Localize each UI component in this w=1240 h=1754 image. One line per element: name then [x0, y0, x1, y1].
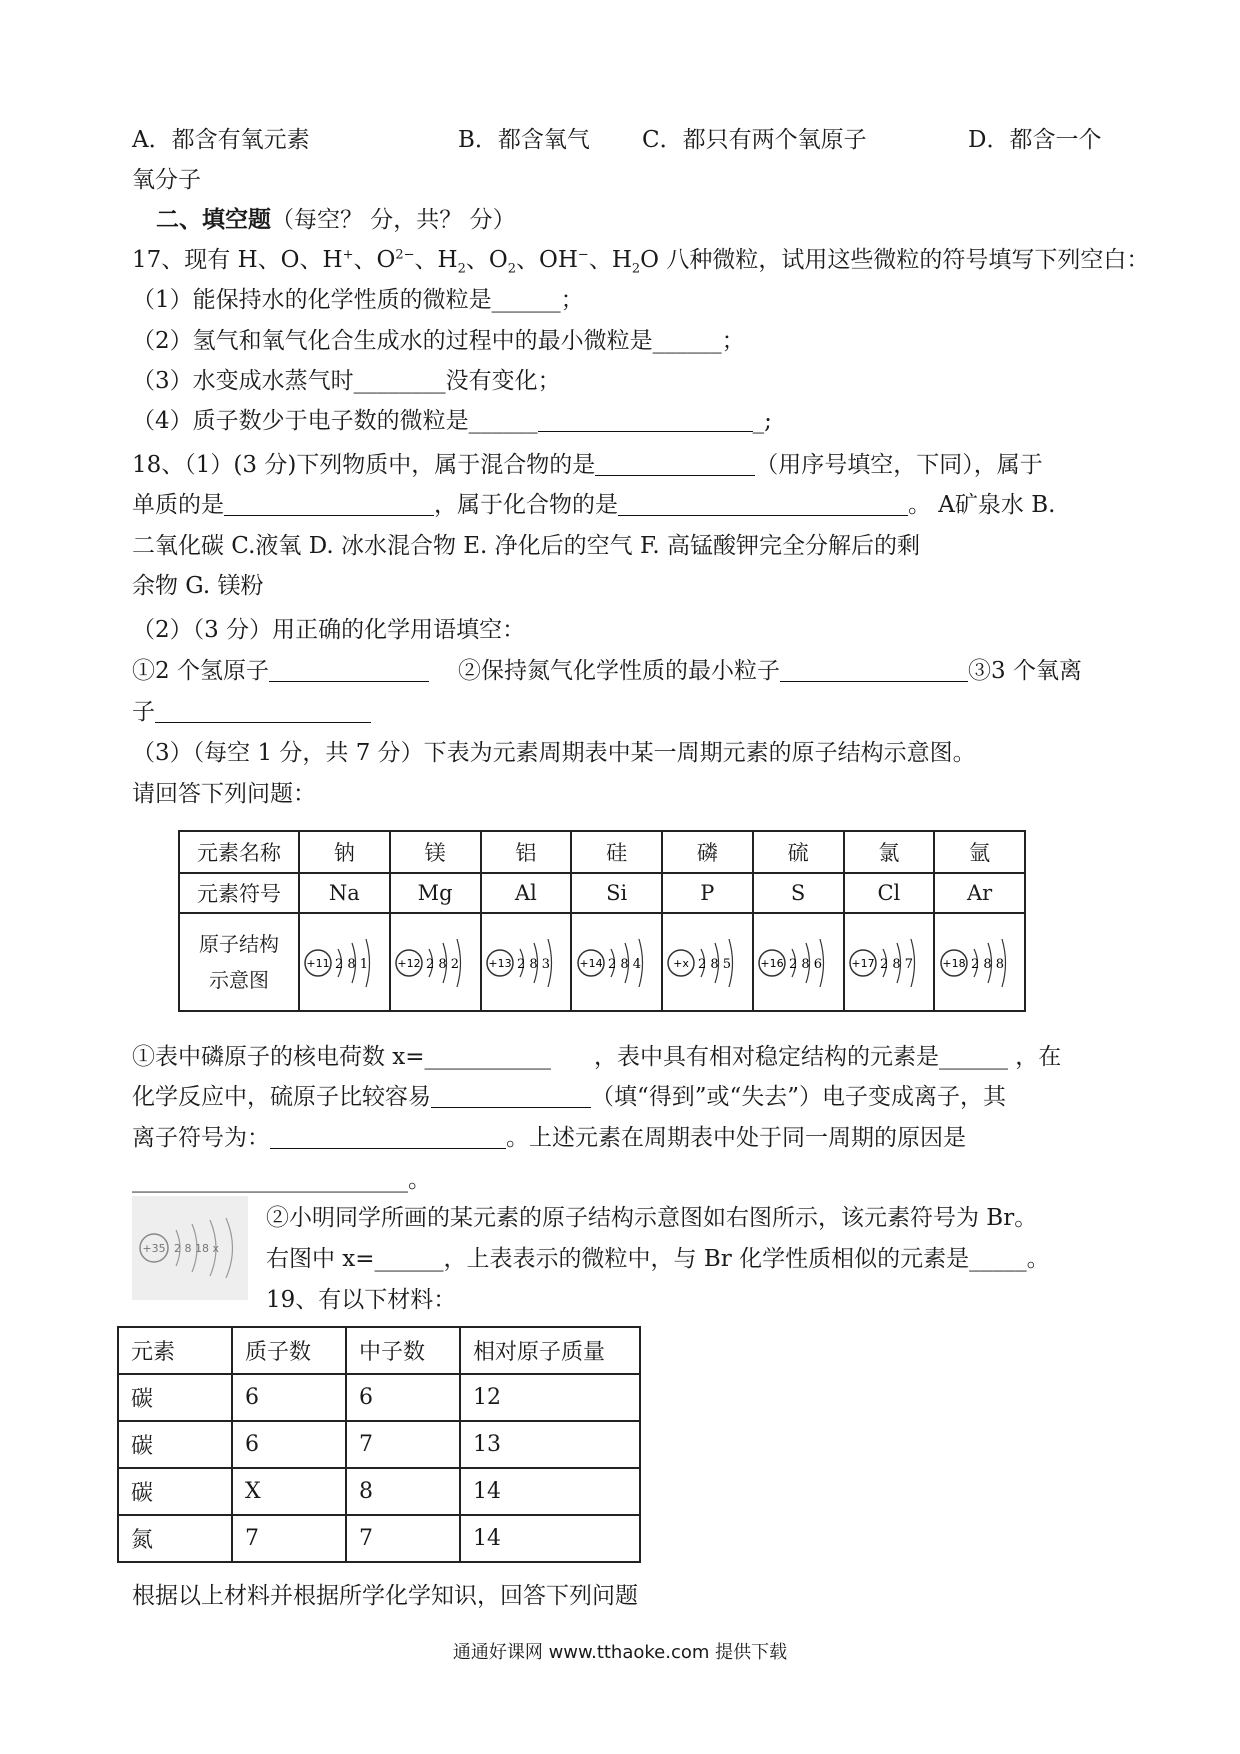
- shell-electrons: 2 8 7: [879, 956, 913, 972]
- element-name: 钠: [299, 831, 390, 873]
- nucleus-charge: +18: [942, 956, 966, 970]
- page-footer: 通通好课网 www.tthaoke.com 提供下载: [452, 1642, 788, 1663]
- option-c: C．都只有两个氧原子: [642, 127, 867, 153]
- element-symbol: Cl: [844, 873, 935, 913]
- q18-3-line4: ________________________。: [132, 1167, 431, 1193]
- answer-blank[interactable]: [431, 1085, 591, 1108]
- q19-title: 19、有以下材料：: [266, 1287, 457, 1313]
- answer-blank[interactable]: [595, 453, 755, 476]
- br-nucleus-label: +35: [142, 1242, 166, 1255]
- answer-blank[interactable]: [538, 409, 753, 432]
- atom-diagram: [299, 913, 390, 1011]
- element-symbol: Al: [481, 873, 572, 913]
- br-line2: 右图中 x=______，上表表示的微粒中，与 Br 化学性质相似的元素是_____。: [266, 1246, 1050, 1272]
- row-label-symbol: 元素符号: [179, 873, 299, 913]
- q17-part4: （4）质子数少于电子数的微粒是______ _;: [132, 408, 772, 434]
- atom-diagram: [571, 913, 662, 1011]
- q16-options-line: [132, 124, 1124, 156]
- atom-diagram: [662, 913, 753, 1011]
- atom-structure-icon: [756, 925, 840, 995]
- atom-diagram: [844, 913, 935, 1011]
- atom-structure-icon: [302, 925, 386, 995]
- element-name: 镁: [390, 831, 481, 873]
- element-symbol: P: [662, 873, 753, 913]
- row-label-name: 元素名称: [179, 831, 299, 873]
- option-b: B．都含氧气: [458, 127, 590, 153]
- br-shells-label: 2 8 18 x: [174, 1242, 219, 1255]
- element-symbol: Si: [571, 873, 662, 913]
- element-symbol: Na: [299, 873, 390, 913]
- q18-part3-title: （3）（每空 1 分，共 7 分）下表为元素周期表中某一周期元素的原子结构示意图。: [132, 740, 976, 766]
- option-d-continued: 氧分子: [132, 167, 201, 193]
- atom-structure-icon: [575, 925, 659, 995]
- q18-3-line2: 化学反应中，硫原子比较容易 （填“得到”或“失去”）电子变成离子，其: [132, 1084, 1007, 1110]
- q18-line4: 余物 G. 镁粉: [132, 573, 264, 599]
- nucleus-charge: +13: [488, 956, 512, 970]
- bromine-atom-figure: [132, 1196, 248, 1300]
- nucleus-charge: +17: [851, 956, 875, 970]
- element-symbol: Mg: [390, 873, 481, 913]
- element-name: 硅: [571, 831, 662, 873]
- element-name: 铝: [481, 831, 572, 873]
- table-row: 碳 6 6 12: [118, 1374, 640, 1421]
- table-row: 氮 7 7 14: [118, 1515, 640, 1562]
- atom-diagram: [481, 913, 572, 1011]
- shell-electrons: 2 8 4: [607, 956, 641, 972]
- atom-structure-icon: [484, 925, 568, 995]
- header-neutrons: 中子数: [346, 1327, 460, 1374]
- atom-structure-icon: [847, 925, 931, 995]
- atom-diagram: [390, 913, 481, 1011]
- q19-after: 根据以上材料并根据所学化学知识，回答下列问题: [132, 1583, 638, 1609]
- q18-line1: 18、（1）(3 分)下列物质中，属于混合物的是 （用序号填空，下同），属于: [132, 452, 1043, 478]
- answer-blank[interactable]: [780, 659, 968, 682]
- nucleus-charge: +12: [397, 956, 421, 970]
- option-d: D．都含一个: [968, 127, 1102, 153]
- option-a: A．都含有氧元素: [132, 127, 310, 153]
- atom-diagram: [934, 913, 1025, 1011]
- answer-blank[interactable]: [155, 700, 371, 723]
- nucleus-charge: +x: [673, 956, 690, 970]
- row-label-structure: 原子结构 示意图: [179, 913, 299, 1011]
- atom-structure-icon: [938, 925, 1022, 995]
- bromine-atom-icon: [132, 1196, 248, 1300]
- shell-electrons: 2 8 3: [516, 956, 550, 972]
- shell-electrons: 2 8 1: [335, 956, 369, 972]
- q18-3-line1: ①表中磷原子的核电荷数 x=___________ ，表中具有相对稳定结构的元素是______ ，在: [132, 1044, 1062, 1070]
- element-symbol: S: [753, 873, 844, 913]
- q17-part3: （3）水变成水蒸气时________没有变化；: [132, 368, 561, 394]
- q18-part2-title: （2）（3 分）用正确的化学用语填空：: [132, 617, 526, 643]
- q17-part2: （2）氢气和氧气化合生成水的过程中的最小微粒是______；: [132, 328, 745, 354]
- header-mass: 相对原子质量: [460, 1327, 640, 1374]
- answer-blank[interactable]: [618, 493, 908, 516]
- nucleus-charge: +16: [760, 956, 784, 970]
- q18-part2-items: ①2 个氢原子 ②保持氮气化学性质的最小粒子 ③3 个氧离: [132, 658, 1082, 684]
- atom-structure-icon: [393, 925, 477, 995]
- header-protons: 质子数: [232, 1327, 346, 1374]
- answer-blank[interactable]: [269, 659, 429, 682]
- q18-part3-ask: 请回答下列问题：: [132, 781, 316, 807]
- table-row: 碳 6 7 13: [118, 1421, 640, 1468]
- atom-structure-icon: [665, 925, 749, 995]
- atom-diagram: [753, 913, 844, 1011]
- q18-part2-cont: 子: [132, 696, 1124, 728]
- section-heading: 二、填空题（每空？ 分，共？ 分）: [156, 206, 516, 233]
- shell-electrons: 2 8 2: [426, 956, 460, 972]
- table-row: 碳 X 8 14: [118, 1468, 640, 1515]
- answer-blank[interactable]: [270, 1126, 506, 1149]
- header-element: 元素: [118, 1327, 232, 1374]
- q18-line3: 二氧化碳 C.液氧 D. 冰水混合物 E. 净化后的空气 F. 高锰酸钾完全分解后的剩: [132, 533, 920, 559]
- shell-electrons: 2 8 8: [970, 956, 1004, 972]
- q18-3-line3: 离子符号为： 。上述元素在周期表中处于同一周期的原因是: [132, 1125, 966, 1151]
- isotope-table: [117, 1326, 641, 1563]
- answer-blank[interactable]: [224, 493, 434, 516]
- element-structure-table: [178, 830, 1026, 1012]
- shell-electrons: 2 8 5: [698, 956, 732, 972]
- nucleus-charge: +11: [306, 956, 330, 970]
- element-name: 磷: [662, 831, 753, 873]
- q17-part1: （1）能保持水的化学性质的微粒是______；: [132, 287, 584, 313]
- q17-stem: 17、现有 H、O、H+、$O^{2-}$、$H_2$、$O_2$、OH−、$H_2O$ 八种微粒，试用这些微粒的符号填写下列空白：: [132, 247, 1150, 277]
- element-name: 硫: [753, 831, 844, 873]
- element-name: 氯: [844, 831, 935, 873]
- element-name: 氩: [934, 831, 1025, 873]
- shell-electrons: 2 8 6: [789, 956, 823, 972]
- q18-line2: 单质的是 ，属于化合物的是 。 A矿泉水 B.: [132, 492, 1056, 518]
- element-symbol: Ar: [934, 873, 1025, 913]
- br-line1: ②小明同学所画的某元素的原子结构示意图如右图所示，该元素符号为 Br。: [266, 1205, 1038, 1231]
- nucleus-charge: +14: [579, 956, 603, 970]
